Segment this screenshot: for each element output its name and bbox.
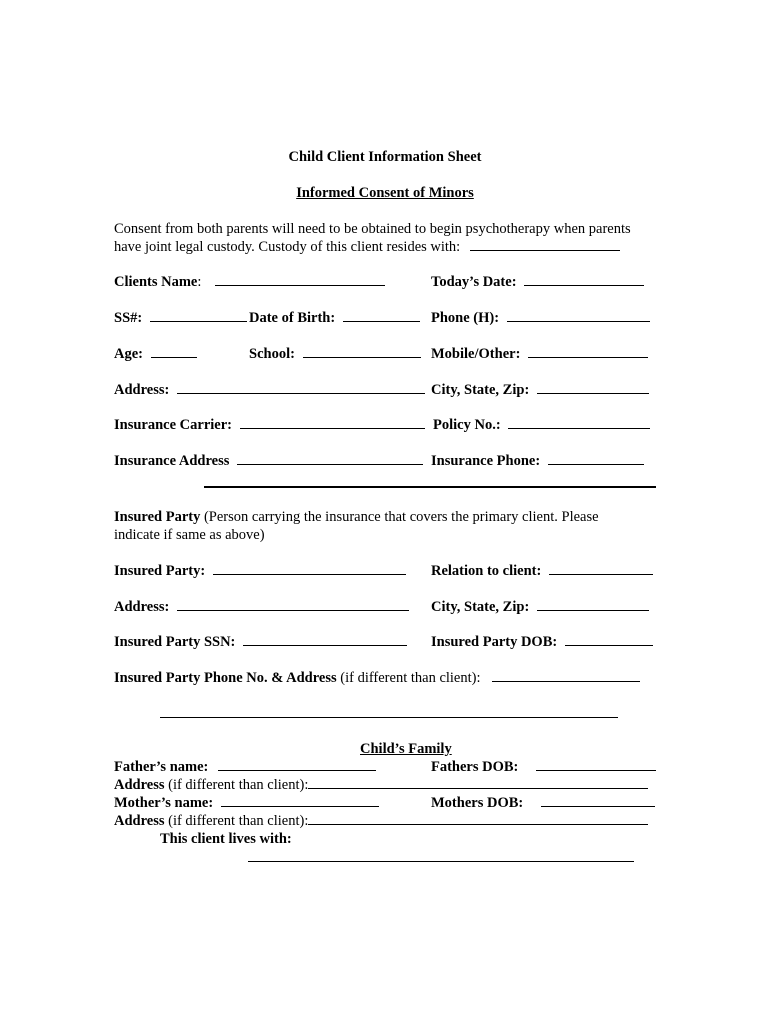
father-dob-label: Fathers DOB: bbox=[431, 759, 519, 775]
mobile-field[interactable] bbox=[528, 345, 648, 358]
father-address-text: (if different than client): bbox=[164, 777, 309, 793]
insured-phone-address-field[interactable] bbox=[492, 669, 640, 682]
relation-field[interactable] bbox=[549, 562, 653, 575]
mother-address-row bbox=[114, 812, 648, 830]
lives-with-field[interactable] bbox=[248, 861, 634, 862]
consent-text-line2-label: have joint legal custody. Custody of this client resides with: bbox=[114, 239, 461, 255]
insured-city-field[interactable] bbox=[537, 598, 649, 611]
insured-phone-address-row bbox=[114, 669, 640, 687]
policy-row bbox=[433, 416, 650, 434]
father-address-field[interactable] bbox=[308, 776, 648, 789]
client-name-label: Clients Name bbox=[114, 274, 198, 290]
school-row bbox=[249, 345, 421, 363]
today-date-row bbox=[431, 273, 644, 291]
insured-extra-line[interactable] bbox=[160, 717, 618, 718]
mother-label: Mother’s name: bbox=[114, 795, 214, 811]
mother-dob-row bbox=[431, 794, 655, 812]
mother-address-field[interactable] bbox=[308, 812, 648, 825]
dob-field[interactable] bbox=[343, 309, 420, 322]
insured-party-field[interactable] bbox=[213, 562, 406, 575]
ss-label: SS#: bbox=[114, 310, 143, 326]
today-date-label: Today’s Date: bbox=[431, 274, 517, 290]
form-subtitle: Informed Consent of Minors bbox=[296, 185, 474, 201]
insured-party-label: Insured Party: bbox=[114, 563, 206, 579]
mother-address-bold: Address bbox=[114, 813, 165, 829]
insured-heading-line1 bbox=[114, 508, 599, 526]
insured-heading-bold: Insured Party bbox=[114, 509, 201, 525]
mobile-label: Mobile/Other: bbox=[431, 346, 521, 362]
mother-address-text: (if different than client): bbox=[164, 813, 309, 829]
school-label: School: bbox=[249, 346, 295, 362]
insured-ssn-label: Insured Party SSN: bbox=[114, 634, 236, 650]
lives-with-label: This client lives with: bbox=[160, 831, 292, 847]
mother-row bbox=[114, 794, 379, 812]
mother-field[interactable] bbox=[221, 794, 379, 807]
form-title: Child Client Information Sheet bbox=[288, 149, 482, 165]
dob-row bbox=[249, 309, 420, 327]
dob-label: Date of Birth: bbox=[249, 310, 336, 326]
insured-dob-row bbox=[431, 633, 653, 651]
section-divider bbox=[204, 486, 656, 488]
client-name-colon: : bbox=[197, 274, 202, 290]
father-label: Father’s name: bbox=[114, 759, 209, 775]
ins-carrier-label: Insurance Carrier: bbox=[114, 417, 232, 433]
city-label: City, State, Zip: bbox=[431, 382, 530, 398]
father-dob-row bbox=[431, 758, 656, 776]
ins-address-row bbox=[114, 452, 423, 470]
relation-row bbox=[431, 562, 653, 580]
ins-carrier-field[interactable] bbox=[240, 416, 425, 429]
mother-dob-label: Mothers DOB: bbox=[431, 795, 524, 811]
insured-address-row bbox=[114, 598, 409, 616]
policy-field[interactable] bbox=[508, 416, 650, 429]
insured-phone-address-text: (if different than client): bbox=[336, 670, 481, 686]
school-field[interactable] bbox=[303, 345, 421, 358]
insured-dob-field[interactable] bbox=[565, 633, 653, 646]
city-field[interactable] bbox=[537, 381, 649, 394]
ins-address-field[interactable] bbox=[237, 452, 423, 465]
relation-label: Relation to client: bbox=[431, 563, 542, 579]
insured-city-row bbox=[431, 598, 649, 616]
address-field[interactable] bbox=[177, 381, 425, 394]
ins-address-label: Insurance Address bbox=[114, 453, 230, 469]
mother-dob-field[interactable] bbox=[541, 794, 655, 807]
phone-h-field[interactable] bbox=[507, 309, 650, 322]
insured-ssn-row bbox=[114, 633, 407, 651]
father-address-row bbox=[114, 776, 648, 794]
ins-phone-field[interactable] bbox=[548, 452, 644, 465]
father-dob-field[interactable] bbox=[536, 758, 656, 771]
age-field[interactable] bbox=[151, 345, 197, 358]
policy-label: Policy No.: bbox=[433, 417, 501, 433]
ins-carrier-row bbox=[114, 416, 425, 434]
insured-party-row bbox=[114, 562, 406, 580]
ins-phone-label: Insurance Phone: bbox=[431, 453, 541, 469]
family-heading: Child’s Family bbox=[360, 741, 452, 757]
ss-row bbox=[114, 309, 247, 327]
custody-field[interactable] bbox=[470, 238, 620, 251]
mobile-row bbox=[431, 345, 648, 363]
insured-dob-label: Insured Party DOB: bbox=[431, 634, 558, 650]
insured-heading-line2: indicate if same as above) bbox=[114, 527, 265, 543]
phone-h-row bbox=[431, 309, 650, 327]
today-date-field[interactable] bbox=[524, 273, 644, 286]
father-address-bold: Address bbox=[114, 777, 165, 793]
city-row bbox=[431, 381, 649, 399]
age-row bbox=[114, 345, 197, 363]
insured-address-field[interactable] bbox=[177, 598, 409, 611]
father-field[interactable] bbox=[218, 758, 376, 771]
ss-field[interactable] bbox=[150, 309, 247, 322]
insured-heading-text1: (Person carrying the insurance that covers the primary client. Please bbox=[200, 509, 599, 525]
phone-h-label: Phone (H): bbox=[431, 310, 500, 326]
father-row bbox=[114, 758, 376, 776]
insured-phone-address-bold: Insured Party Phone No. & Address bbox=[114, 670, 337, 686]
consent-text-line2 bbox=[114, 238, 620, 256]
insured-address-label: Address: bbox=[114, 599, 170, 615]
consent-text-line1: Consent from both parents will need to be obtained to begin psychotherapy when parents bbox=[114, 221, 631, 237]
insured-city-label: City, State, Zip: bbox=[431, 599, 530, 615]
insured-ssn-field[interactable] bbox=[243, 633, 407, 646]
age-label: Age: bbox=[114, 346, 143, 362]
client-name-field[interactable] bbox=[215, 273, 385, 286]
address-label: Address: bbox=[114, 382, 170, 398]
ins-phone-row bbox=[431, 452, 644, 470]
address-row bbox=[114, 381, 425, 399]
client-name-row bbox=[114, 273, 385, 291]
